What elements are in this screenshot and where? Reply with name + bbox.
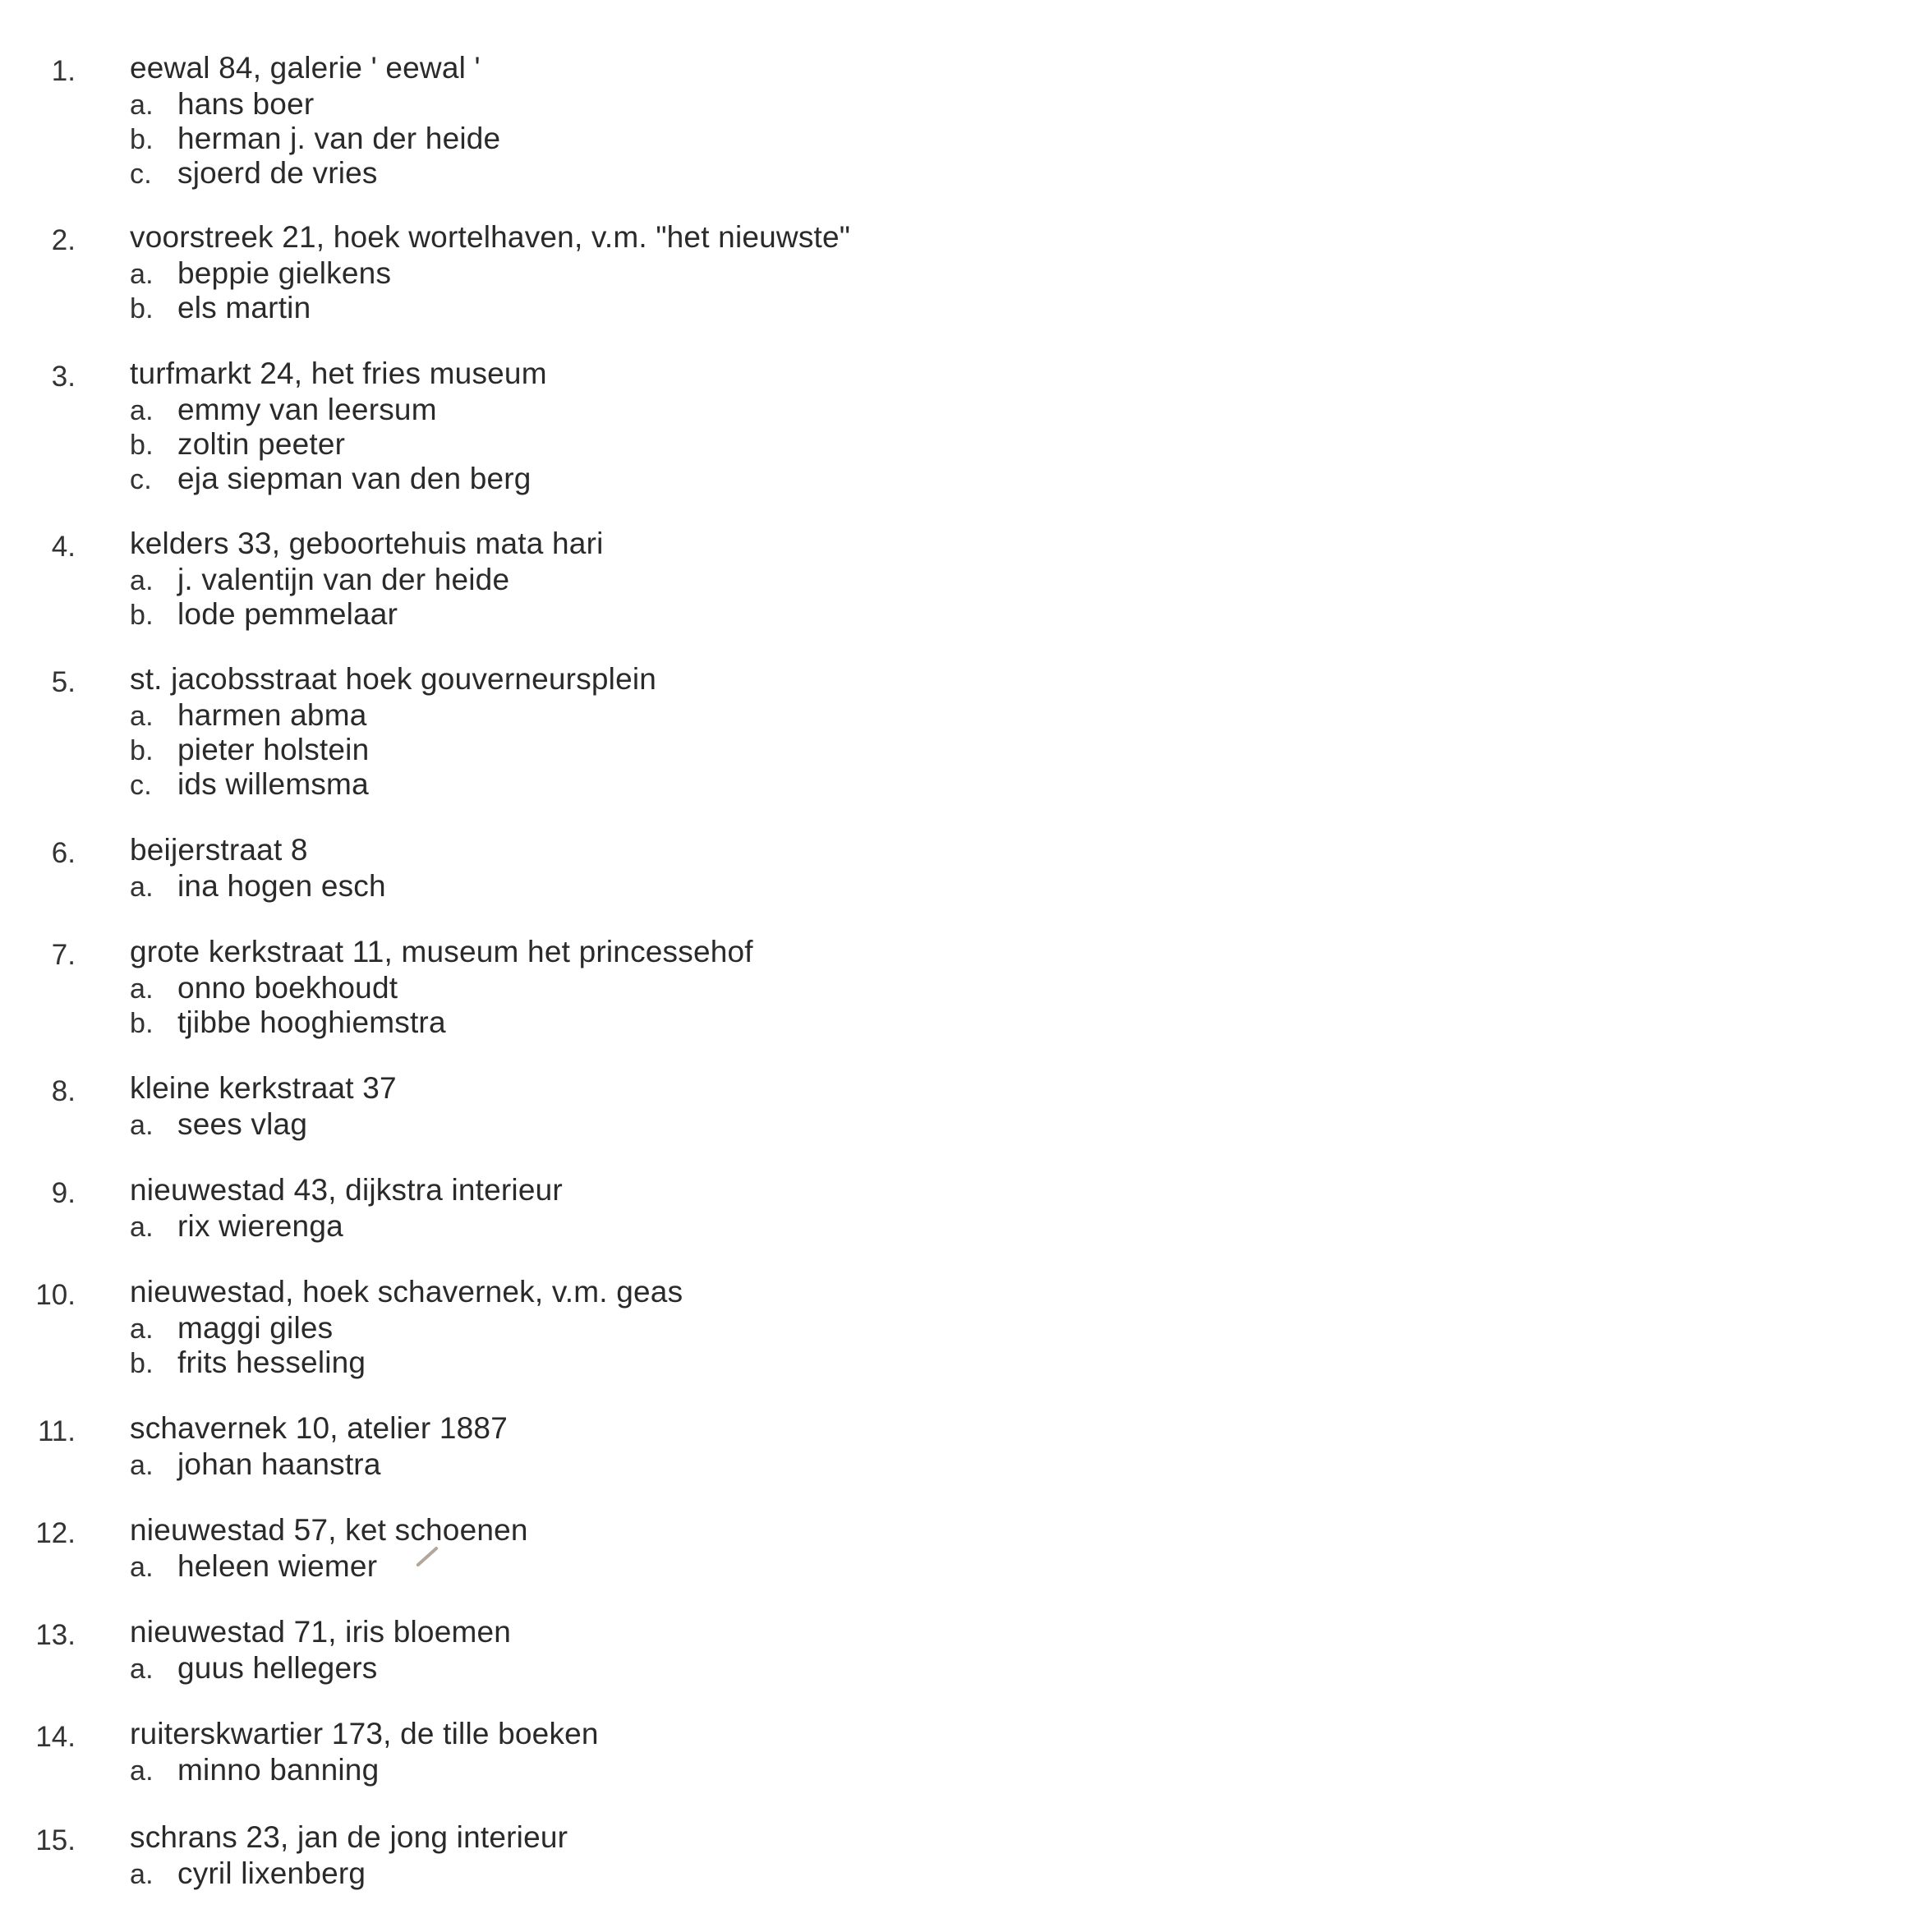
- artist-item: [130, 427, 345, 462]
- artist-letter: b.: [130, 124, 154, 155]
- entry-location: kelders 33, geboortehuis mata hari: [130, 527, 604, 560]
- entry-number: 10.: [35, 1279, 76, 1311]
- artist-item: [130, 1311, 333, 1346]
- artist-name: tjibbe hooghiemstra: [177, 1005, 446, 1039]
- entry-number: 7.: [51, 939, 76, 971]
- entry-location: schrans 23, jan de jong interieur: [130, 1820, 568, 1854]
- entry-location: grote kerkstraat 11, museum het princessehof: [130, 935, 753, 968]
- artist-name: hans boer: [177, 87, 315, 121]
- artist-name: frits hesseling: [177, 1346, 366, 1379]
- artist-letter: a.: [130, 1755, 154, 1787]
- artist-name: herman j. van der heide: [177, 122, 501, 155]
- entry-location: schavernek 10, atelier 1887: [130, 1411, 508, 1445]
- artist-letter: b.: [130, 735, 154, 766]
- artist-letter: a.: [130, 1654, 154, 1685]
- artist-item: [130, 733, 369, 768]
- artist-item: [130, 767, 369, 803]
- artist-name: johan haanstra: [177, 1447, 381, 1481]
- entry-number: 1.: [51, 55, 76, 87]
- artist-letter: a.: [130, 1552, 154, 1583]
- artist-name: beppie gielkens: [177, 256, 392, 290]
- entry-location: voorstreek 21, hoek wortelhaven, v.m. "het nieuwste": [130, 220, 851, 254]
- artist-name: j. valentijn van der heide: [177, 563, 510, 596]
- artist-name: sees vlag: [177, 1107, 308, 1141]
- artist-item: [130, 869, 386, 904]
- entry-number: 2.: [51, 224, 76, 256]
- artist-name: minno banning: [177, 1753, 380, 1787]
- artist-name: eja siepman van den berg: [177, 462, 532, 495]
- artist-item: [130, 1005, 446, 1041]
- artist-name: heleen wiemer: [177, 1549, 378, 1583]
- artist-item: [130, 122, 500, 157]
- entry-location: nieuwestad 57, ket schoenen: [130, 1513, 528, 1547]
- entry-number: 12.: [35, 1517, 76, 1549]
- artist-item: [130, 1856, 366, 1892]
- artist-item: [130, 256, 391, 292]
- artist-letter: b.: [130, 1348, 154, 1379]
- artist-name: emmy van leersum: [177, 393, 437, 426]
- artist-item: [130, 156, 378, 191]
- entry-location: beijerstraat 8: [130, 833, 308, 867]
- entry-location: eewal 84, galerie ' eewal ': [130, 51, 481, 85]
- artist-letter: a.: [130, 259, 154, 290]
- entry-number: 3.: [51, 361, 76, 393]
- entry-number: 8.: [51, 1075, 76, 1107]
- artist-name: rix wierenga: [177, 1209, 343, 1243]
- entry-number: 9.: [51, 1177, 76, 1209]
- pen-mark: [416, 1546, 439, 1567]
- entry-location: ruiterskwartier 173, de tille boeken: [130, 1717, 599, 1750]
- entry-location: nieuwestad 43, dijkstra interieur: [130, 1173, 563, 1207]
- artist-item: [130, 698, 367, 734]
- entry-number: 4.: [51, 531, 76, 563]
- artist-item: [130, 1346, 366, 1381]
- entry-location: st. jacobsstraat hoek gouverneursplein: [130, 662, 657, 696]
- artist-item: [130, 563, 509, 598]
- artist-letter: c.: [130, 770, 152, 801]
- artist-item: [130, 393, 437, 428]
- entry-number: 13.: [35, 1619, 76, 1651]
- artist-name: zoltin peeter: [177, 427, 346, 461]
- artist-name: pieter holstein: [177, 733, 370, 766]
- entry-number: 11.: [37, 1415, 76, 1447]
- entry-number: 6.: [51, 837, 76, 869]
- artist-name: sjoerd de vries: [177, 156, 378, 190]
- artist-name: els martin: [177, 291, 311, 324]
- artist-letter: a.: [130, 1212, 154, 1243]
- entry-location: nieuwestad 71, iris bloemen: [130, 1615, 512, 1649]
- artist-name: lode pemmelaar: [177, 597, 398, 631]
- artist-item: [130, 462, 532, 497]
- artist-name: ids willemsma: [177, 767, 369, 801]
- artist-letter: a.: [130, 1859, 154, 1890]
- entry-location: turfmarkt 24, het fries museum: [130, 356, 547, 390]
- artist-letter: a.: [130, 701, 154, 732]
- artist-letter: c.: [130, 464, 152, 495]
- artist-item: [130, 597, 398, 632]
- artist-letter: a.: [130, 90, 154, 121]
- entry-location: kleine kerkstraat 37: [130, 1071, 397, 1105]
- artist-name: ina hogen esch: [177, 869, 386, 903]
- artist-item: [130, 1209, 343, 1244]
- artist-name: guus hellegers: [177, 1651, 378, 1685]
- artist-name: cyril lixenberg: [177, 1856, 366, 1890]
- artist-letter: a.: [130, 395, 154, 426]
- artist-letter: a.: [130, 973, 154, 1005]
- entry-number: 14.: [35, 1721, 76, 1753]
- artist-name: maggi giles: [177, 1311, 334, 1345]
- entry-number: 5.: [51, 666, 76, 698]
- artist-letter: a.: [130, 565, 154, 596]
- artist-item: [130, 1549, 377, 1585]
- artist-item: [130, 1447, 381, 1483]
- artist-name: onno boekhoudt: [177, 971, 398, 1005]
- artist-letter: a.: [130, 1313, 154, 1345]
- artist-letter: b.: [130, 293, 154, 324]
- artist-item: [130, 291, 311, 326]
- entry-location: nieuwestad, hoek schavernek, v.m. geas: [130, 1275, 683, 1309]
- artist-letter: b.: [130, 430, 154, 461]
- artist-item: [130, 971, 398, 1006]
- artist-letter: b.: [130, 1008, 154, 1039]
- artist-name: harmen abma: [177, 698, 367, 732]
- artist-item: [130, 1651, 377, 1686]
- entry-number: 15.: [35, 1824, 76, 1856]
- artist-letter: a.: [130, 1110, 154, 1141]
- artist-letter: c.: [130, 159, 152, 190]
- artist-letter: b.: [130, 600, 154, 631]
- artist-item: [130, 1753, 379, 1788]
- artist-letter: a.: [130, 872, 154, 903]
- artist-item: [130, 87, 314, 122]
- artist-item: [130, 1107, 307, 1143]
- artist-letter: a.: [130, 1450, 154, 1481]
